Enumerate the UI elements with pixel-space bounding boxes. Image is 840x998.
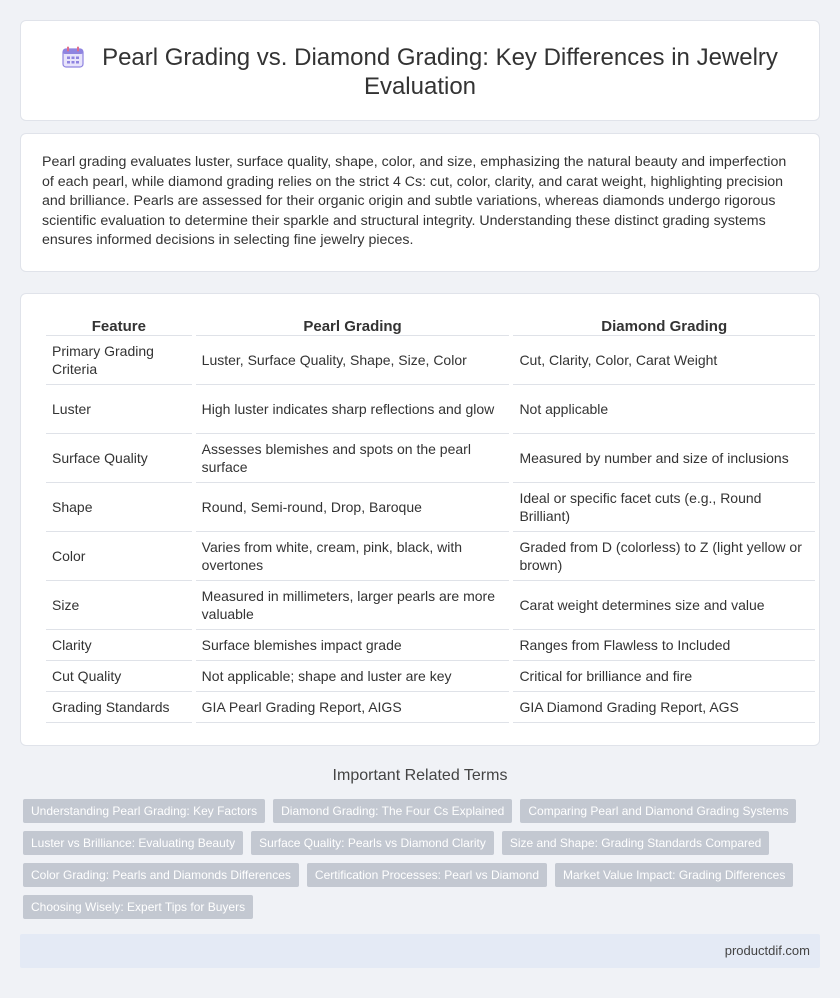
- diamond-cell: Critical for brilliance and fire: [513, 661, 815, 692]
- pearl-cell: Assesses blemishes and spots on the pearl surface: [196, 434, 510, 483]
- diamond-cell: Ideal or specific facet cuts (e.g., Round Brilliant): [513, 483, 815, 532]
- diamond-cell: Cut, Clarity, Color, Carat Weight: [513, 336, 815, 385]
- pearl-cell: Not applicable; shape and luster are key: [196, 661, 510, 692]
- related-tag[interactable]: Certification Processes: Pearl vs Diamond: [307, 863, 547, 887]
- calendar-grid-icon: [62, 46, 84, 68]
- intro-card: [20, 133, 820, 272]
- comparison-table: [42, 316, 819, 723]
- header-diamond-grading: Diamond Grading: [513, 316, 815, 336]
- tag-row: [23, 831, 803, 855]
- feature-cell: Cut Quality: [46, 661, 192, 692]
- table-row: [46, 532, 815, 581]
- related-tag[interactable]: Color Grading: Pearls and Diamonds Differences: [23, 863, 299, 887]
- intro-paragraph: Pearl grading evaluates luster, surface quality, shape, color, and size, emphasizing the natural beauty and imperfection of each pearl, while diamond grading relies on the strict 4 Cs: cut, color, clarity, and carat weight, highlighting precision and brilliance. Pearls are assessed for their organic origin and subtle variations, whereas diamonds undergo rigorous scientific evaluation to determine their sparkle and structural integrity. Understanding these distinct grading systems ensures informed decisions in selecting fine jewelry pieces.: [42, 154, 787, 249]
- pearl-cell: Round, Semi-round, Drop, Baroque: [196, 483, 510, 532]
- table-row: [46, 385, 815, 434]
- tag-row: [23, 799, 803, 823]
- tag-row: [23, 895, 803, 919]
- diamond-cell: Not applicable: [513, 385, 815, 434]
- header-card: [20, 20, 820, 121]
- table-row: [46, 434, 815, 483]
- footer-site-link[interactable]: productdif.com: [724, 943, 810, 958]
- pearl-cell: High luster indicates sharp reflections and glow: [196, 385, 510, 434]
- related-tags: [23, 799, 803, 927]
- feature-cell: Clarity: [46, 630, 192, 661]
- table-row: [46, 661, 815, 692]
- related-tag[interactable]: Market Value Impact: Grading Differences: [555, 863, 793, 887]
- diamond-cell: GIA Diamond Grading Report, AGS: [513, 692, 815, 723]
- table-row: [46, 336, 815, 385]
- pearl-cell: Measured in millimeters, larger pearls are more valuable: [196, 581, 510, 630]
- table-row: [46, 630, 815, 661]
- feature-cell: Shape: [46, 483, 192, 532]
- table-row: [46, 483, 815, 532]
- pearl-cell: Surface blemishes impact grade: [196, 630, 510, 661]
- pearl-cell: GIA Pearl Grading Report, AIGS: [196, 692, 510, 723]
- related-terms-heading: Important Related Terms: [332, 767, 508, 784]
- table-header-row: [46, 316, 815, 336]
- title-wrap: [21, 43, 819, 101]
- table-row: [46, 692, 815, 723]
- header-pearl-grading: Pearl Grading: [196, 316, 510, 336]
- page-title: [21, 43, 819, 101]
- footer: [20, 934, 820, 968]
- feature-cell: Size: [46, 581, 192, 630]
- related-tag[interactable]: Surface Quality: Pearls vs Diamond Clarity: [251, 831, 494, 855]
- related-tag[interactable]: Choosing Wisely: Expert Tips for Buyers: [23, 895, 253, 919]
- related-tag[interactable]: Luster vs Brilliance: Evaluating Beauty: [23, 831, 243, 855]
- feature-cell: Color: [46, 532, 192, 581]
- related-tag[interactable]: Understanding Pearl Grading: Key Factors: [23, 799, 265, 823]
- diamond-cell: Measured by number and size of inclusions: [513, 434, 815, 483]
- related-tag[interactable]: Size and Shape: Grading Standards Compared: [502, 831, 770, 855]
- diamond-cell: Graded from D (colorless) to Z (light yellow or brown): [513, 532, 815, 581]
- feature-cell: Luster: [46, 385, 192, 434]
- pearl-cell: Varies from white, cream, pink, black, with overtones: [196, 532, 510, 581]
- related-tag[interactable]: Comparing Pearl and Diamond Grading Systems: [520, 799, 796, 823]
- feature-cell: Primary Grading Criteria: [46, 336, 192, 385]
- feature-cell: Surface Quality: [46, 434, 192, 483]
- comparison-table-card: [20, 293, 820, 746]
- table-row: [46, 581, 815, 630]
- related-tag[interactable]: Diamond Grading: The Four Cs Explained: [273, 799, 512, 823]
- page-title-text: Pearl Grading vs. Diamond Grading: Key Differences in Jewelry Evaluation: [102, 44, 778, 100]
- diamond-cell: Ranges from Flawless to Included: [513, 630, 815, 661]
- header-feature: Feature: [46, 316, 192, 336]
- feature-cell: Grading Standards: [46, 692, 192, 723]
- pearl-cell: Luster, Surface Quality, Shape, Size, Color: [196, 336, 510, 385]
- tag-row: [23, 863, 803, 887]
- diamond-cell: Carat weight determines size and value: [513, 581, 815, 630]
